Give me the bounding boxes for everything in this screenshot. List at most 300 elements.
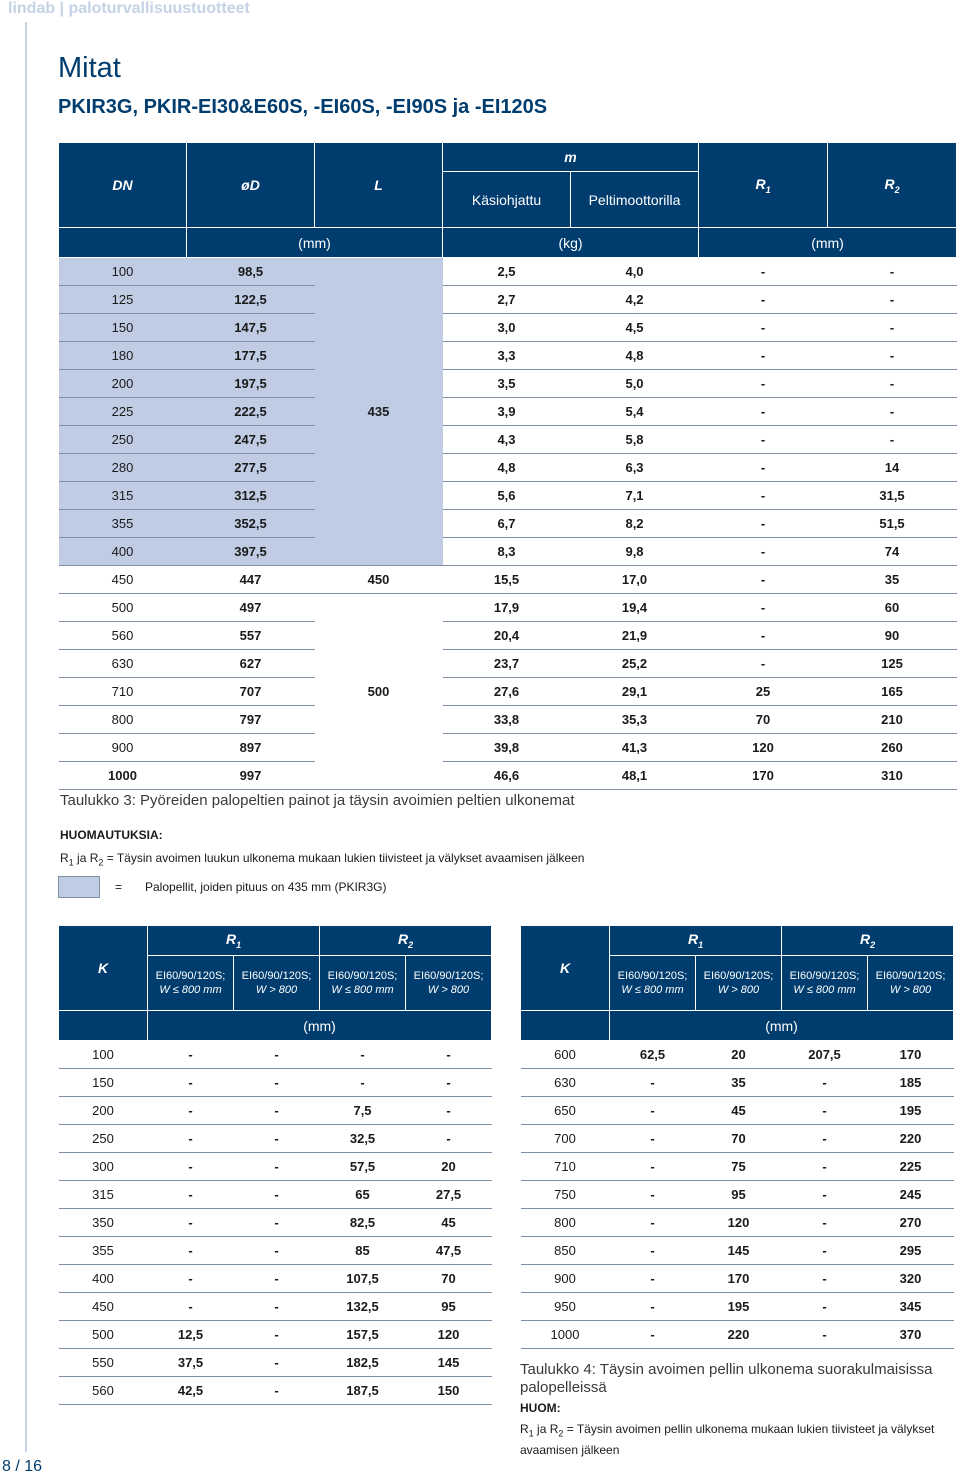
cell-value: -	[782, 1237, 868, 1265]
cell-value: 65	[320, 1181, 406, 1209]
table-row	[59, 1097, 492, 1125]
cell-od: 397,5	[187, 538, 315, 566]
table-row	[59, 1349, 492, 1377]
cell-value: 20,4	[443, 622, 571, 650]
cell-value: 23,7	[443, 650, 571, 678]
cell-value: 120	[696, 1209, 782, 1237]
cell-value: 7,5	[320, 1097, 406, 1125]
cell-value: 19,4	[571, 594, 699, 622]
cell-value: 20	[696, 1041, 782, 1069]
cell-od: 557	[187, 622, 315, 650]
cell-value: 27,5	[406, 1181, 492, 1209]
cell-value: -	[406, 1069, 492, 1097]
table-row	[59, 314, 957, 342]
cell-value: 45	[696, 1097, 782, 1125]
top-bar	[0, 0, 960, 22]
cell-dn: 800	[59, 706, 187, 734]
cell-value: 150	[406, 1377, 492, 1405]
table3-dimensions	[58, 142, 957, 790]
cell-value: 42,5	[148, 1377, 234, 1405]
cell-value: -	[234, 1153, 320, 1181]
cell-od: 897	[187, 734, 315, 762]
cell-value: -	[406, 1041, 492, 1069]
page-title: Mitat	[58, 52, 121, 84]
cell-value: 75	[696, 1153, 782, 1181]
cell-value: 170	[699, 762, 828, 790]
cell-value: -	[699, 426, 828, 454]
cell-value: -	[610, 1181, 696, 1209]
table-row	[59, 1321, 492, 1349]
cell-l: 435	[315, 258, 443, 566]
table-row	[521, 1153, 954, 1181]
cell-dn: 450	[59, 566, 187, 594]
cell-value: 33,8	[443, 706, 571, 734]
cell-value: 4,0	[571, 258, 699, 286]
cell-k: 650	[521, 1097, 610, 1125]
table4-caption: Taulukko 4: Täysin avoimen pellin ulkonema suorakulmaisissa palopelleissä	[520, 1361, 933, 1396]
cell-value: 5,6	[443, 482, 571, 510]
cell-value: 4,2	[571, 286, 699, 314]
cell-value: -	[610, 1237, 696, 1265]
t4l-k-header: K	[59, 926, 148, 1011]
cell-value: 32,5	[320, 1125, 406, 1153]
cell-od: 197,5	[187, 370, 315, 398]
cell-dn: 400	[59, 538, 187, 566]
col-r1-header: $R_1$	[699, 143, 828, 228]
cell-value: -	[234, 1181, 320, 1209]
cell-od: 147,5	[187, 314, 315, 342]
cell-value: 185	[868, 1069, 954, 1097]
cell-k: 450	[59, 1293, 148, 1321]
cell-value: -	[699, 650, 828, 678]
cell-value: 5,4	[571, 398, 699, 426]
cell-value: 245	[868, 1181, 954, 1209]
cell-od: 447	[187, 566, 315, 594]
cell-value: 195	[868, 1097, 954, 1125]
cell-value: 120	[699, 734, 828, 762]
cell-value: 2,5	[443, 258, 571, 286]
cell-dn: 900	[59, 734, 187, 762]
cell-value: 95	[406, 1293, 492, 1321]
table-row	[59, 762, 957, 790]
cell-value: -	[828, 370, 957, 398]
cell-value: 195	[696, 1293, 782, 1321]
cell-k: 710	[521, 1153, 610, 1181]
cell-value: -	[148, 1153, 234, 1181]
cell-value: -	[148, 1237, 234, 1265]
cell-dn: 355	[59, 510, 187, 538]
cell-value: 31,5	[828, 482, 957, 510]
cell-value: 74	[828, 538, 957, 566]
cell-value: -	[234, 1041, 320, 1069]
cell-value: 6,3	[571, 454, 699, 482]
cell-od: 98,5	[187, 258, 315, 286]
t4r-class-le-1: EI60/90/120S; W ≤ 800 mm	[610, 956, 696, 1011]
cell-value: 39,8	[443, 734, 571, 762]
cell-k: 700	[521, 1125, 610, 1153]
cell-k: 550	[59, 1349, 148, 1377]
table-row	[59, 1181, 492, 1209]
table-row	[59, 286, 957, 314]
cell-k: 900	[521, 1265, 610, 1293]
cell-value: -	[234, 1293, 320, 1321]
table-row	[59, 342, 957, 370]
t4l-units-mm: (mm)	[148, 1011, 492, 1041]
cell-value: -	[699, 342, 828, 370]
cell-value: -	[610, 1097, 696, 1125]
table4-note-text: $R_1$ ja $R_2$ = Täysin avoimen pellin ulkonema mukaan lukien tiivisteet ja välykset avaamisen jälkeen	[520, 1422, 935, 1458]
t4l-units-spacer	[59, 1011, 148, 1041]
cell-value: -	[699, 594, 828, 622]
cell-value: -	[234, 1377, 320, 1405]
cell-dn: 710	[59, 678, 187, 706]
cell-od: 312,5	[187, 482, 315, 510]
cell-value: 3,3	[443, 342, 571, 370]
cell-value: 370	[868, 1321, 954, 1349]
table4-note-heading: HUOM:	[520, 1401, 561, 1415]
cell-value: -	[148, 1069, 234, 1097]
cell-value: 12,5	[148, 1321, 234, 1349]
cell-value: -	[148, 1293, 234, 1321]
cell-value: -	[699, 538, 828, 566]
table-row	[59, 1069, 492, 1097]
cell-value: 35,3	[571, 706, 699, 734]
cell-dn: 315	[59, 482, 187, 510]
units-kg: (kg)	[443, 228, 699, 258]
table-row	[521, 1265, 954, 1293]
cell-value: -	[782, 1293, 868, 1321]
t4r-k-header: K	[521, 926, 610, 1011]
cell-value: -	[320, 1069, 406, 1097]
cell-value: -	[406, 1125, 492, 1153]
cell-value: 345	[868, 1293, 954, 1321]
table-row	[59, 650, 957, 678]
cell-value: -	[610, 1209, 696, 1237]
cell-value: 220	[868, 1125, 954, 1153]
cell-value: 107,5	[320, 1265, 406, 1293]
cell-value: 29,1	[571, 678, 699, 706]
cell-value: -	[148, 1097, 234, 1125]
cell-value: 27,6	[443, 678, 571, 706]
cell-k: 600	[521, 1041, 610, 1069]
cell-k: 750	[521, 1181, 610, 1209]
table-row	[59, 1209, 492, 1237]
units-mm: (mm)	[187, 228, 443, 258]
cell-value: 4,8	[571, 342, 699, 370]
table-row	[521, 1069, 954, 1097]
table-row	[59, 706, 957, 734]
t4l-class-le-1: EI60/90/120S; W ≤ 800 mm	[148, 956, 234, 1011]
cell-value: 15,5	[443, 566, 571, 594]
cell-value: 3,9	[443, 398, 571, 426]
cell-k: 560	[59, 1377, 148, 1405]
table-row	[59, 370, 957, 398]
cell-k: 300	[59, 1153, 148, 1181]
cell-value: -	[148, 1265, 234, 1293]
col-od-header: øD	[187, 143, 315, 228]
cell-value: 8,3	[443, 538, 571, 566]
legend-text: Palopellit, joiden pituus on 435 mm (PKIR3G)	[145, 880, 387, 894]
cell-value: 85	[320, 1237, 406, 1265]
cell-value: -	[699, 286, 828, 314]
cell-k: 150	[59, 1069, 148, 1097]
cell-value: 3,5	[443, 370, 571, 398]
cell-value: 120	[406, 1321, 492, 1349]
cell-value: 145	[406, 1349, 492, 1377]
cell-k: 250	[59, 1125, 148, 1153]
table-row	[521, 1293, 954, 1321]
cell-value: 57,5	[320, 1153, 406, 1181]
cell-k: 350	[59, 1209, 148, 1237]
cell-value: 25,2	[571, 650, 699, 678]
col-dn-header: DN	[59, 143, 187, 228]
cell-dn: 180	[59, 342, 187, 370]
table-row	[59, 398, 957, 426]
cell-value: -	[782, 1069, 868, 1097]
cell-k: 500	[59, 1321, 148, 1349]
cell-value: -	[234, 1237, 320, 1265]
table3-caption: Taulukko 3: Pyöreiden palopeltien painot ja täysin avoimien peltien ulkonemat	[60, 792, 575, 809]
cell-k: 630	[521, 1069, 610, 1097]
cell-value: -	[699, 510, 828, 538]
cell-value: -	[148, 1041, 234, 1069]
col-m-motor-header: Peltimoottorilla	[571, 172, 699, 228]
cell-value: 170	[868, 1041, 954, 1069]
t4l-r1-header: $R_1$	[148, 926, 320, 956]
cell-value: -	[699, 370, 828, 398]
notes-heading: HUOMAUTUKSIA:	[60, 828, 163, 842]
table-row	[521, 1237, 954, 1265]
cell-value: 90	[828, 622, 957, 650]
brand-header: lindab | paloturvallisuustuotteet	[8, 0, 250, 17]
table-row	[59, 426, 957, 454]
cell-k: 950	[521, 1293, 610, 1321]
table4-left-body	[59, 1041, 492, 1405]
cell-value: 165	[828, 678, 957, 706]
cell-value: 210	[828, 706, 957, 734]
cell-value: 207,5	[782, 1041, 868, 1069]
table4-left	[58, 925, 492, 1405]
table-row	[59, 1377, 492, 1405]
cell-value: -	[782, 1209, 868, 1237]
cell-od: 177,5	[187, 342, 315, 370]
table-row	[521, 1181, 954, 1209]
cell-value: 25	[699, 678, 828, 706]
t4l-class-gt-2: EI60/90/120S; W > 800	[406, 956, 492, 1011]
cell-value: 225	[868, 1153, 954, 1181]
cell-value: 8,2	[571, 510, 699, 538]
t4r-class-le-2: EI60/90/120S; W ≤ 800 mm	[782, 956, 868, 1011]
cell-k: 315	[59, 1181, 148, 1209]
cell-od: 122,5	[187, 286, 315, 314]
cell-value: -	[828, 314, 957, 342]
cell-value: -	[610, 1265, 696, 1293]
cell-dn: 500	[59, 594, 187, 622]
table-row	[59, 454, 957, 482]
col-r2-header: $R_2$	[828, 143, 957, 228]
cell-value: -	[828, 426, 957, 454]
cell-value: 187,5	[320, 1377, 406, 1405]
cell-value: -	[828, 286, 957, 314]
cell-value: 145	[696, 1237, 782, 1265]
cell-value: 5,0	[571, 370, 699, 398]
cell-value: 5,8	[571, 426, 699, 454]
cell-value: 46,6	[443, 762, 571, 790]
table3-body	[59, 258, 957, 790]
table-row	[521, 1209, 954, 1237]
cell-od: 707	[187, 678, 315, 706]
cell-value: 45	[406, 1209, 492, 1237]
cell-value: -	[320, 1041, 406, 1069]
cell-value: 2,7	[443, 286, 571, 314]
cell-value: -	[699, 454, 828, 482]
cell-dn: 225	[59, 398, 187, 426]
cell-k: 800	[521, 1209, 610, 1237]
side-rule	[25, 22, 27, 1452]
page-subtitle: PKIR3G, PKIR-EI30&E60S, -EI60S, -EI90S ja -EI120S	[58, 96, 548, 118]
table-row	[521, 1125, 954, 1153]
cell-value: -	[782, 1321, 868, 1349]
cell-value: 35	[696, 1069, 782, 1097]
table-row	[59, 482, 957, 510]
table-row	[59, 594, 957, 622]
cell-value: -	[234, 1209, 320, 1237]
cell-od: 352,5	[187, 510, 315, 538]
cell-dn: 560	[59, 622, 187, 650]
cell-value: 4,3	[443, 426, 571, 454]
cell-value: 20	[406, 1153, 492, 1181]
cell-value: 82,5	[320, 1209, 406, 1237]
cell-value: -	[828, 398, 957, 426]
cell-value: -	[699, 482, 828, 510]
cell-value: -	[610, 1321, 696, 1349]
table-row	[59, 1265, 492, 1293]
cell-value: -	[234, 1097, 320, 1125]
cell-value: 14	[828, 454, 957, 482]
table-row	[59, 1153, 492, 1181]
t4r-class-gt-1: EI60/90/120S; W > 800	[696, 956, 782, 1011]
table-row	[59, 510, 957, 538]
table-row	[59, 678, 957, 706]
cell-value: 310	[828, 762, 957, 790]
cell-value: -	[828, 342, 957, 370]
table-row	[59, 622, 957, 650]
cell-value: 220	[696, 1321, 782, 1349]
t4r-class-gt-2: EI60/90/120S; W > 800	[868, 956, 954, 1011]
cell-value: 70	[696, 1125, 782, 1153]
cell-value: 37,5	[148, 1349, 234, 1377]
cell-value: -	[234, 1321, 320, 1349]
cell-value: 4,8	[443, 454, 571, 482]
cell-value: -	[782, 1153, 868, 1181]
cell-od: 247,5	[187, 426, 315, 454]
cell-value: 17,9	[443, 594, 571, 622]
cell-value: 260	[828, 734, 957, 762]
cell-value: -	[234, 1265, 320, 1293]
cell-value: 70	[406, 1265, 492, 1293]
col-m-manual-header: Käsiohjattu	[443, 172, 571, 228]
cell-value: 60	[828, 594, 957, 622]
cell-value: 4,5	[571, 314, 699, 342]
cell-value: 35	[828, 566, 957, 594]
table-row	[59, 258, 957, 286]
cell-value: -	[610, 1293, 696, 1321]
cell-value: 157,5	[320, 1321, 406, 1349]
units-spacer	[59, 228, 187, 258]
cell-value: 3,0	[443, 314, 571, 342]
units-mm-r: (mm)	[699, 228, 957, 258]
t4l-class-le-2: EI60/90/120S; W ≤ 800 mm	[320, 956, 406, 1011]
cell-dn: 150	[59, 314, 187, 342]
cell-value: 7,1	[571, 482, 699, 510]
cell-value: -	[148, 1125, 234, 1153]
cell-value: 295	[868, 1237, 954, 1265]
cell-value: 6,7	[443, 510, 571, 538]
cell-value: 9,8	[571, 538, 699, 566]
cell-value: 132,5	[320, 1293, 406, 1321]
cell-dn: 100	[59, 258, 187, 286]
cell-od: 497	[187, 594, 315, 622]
cell-value: -	[699, 258, 828, 286]
notes-text: $R_1$ ja $R_2$ = Täysin avoimen luukun ulkonema mukaan lukien tiivisteet ja välykset avaamisen jälkeen	[60, 851, 585, 868]
legend-swatch	[58, 876, 100, 898]
cell-value: -	[782, 1265, 868, 1293]
cell-l: 450	[315, 566, 443, 594]
table-row	[59, 538, 957, 566]
cell-value: -	[699, 314, 828, 342]
page-number: 8 / 16	[2, 1458, 43, 1475]
cell-k: 355	[59, 1237, 148, 1265]
cell-value: 182,5	[320, 1349, 406, 1377]
cell-k: 400	[59, 1265, 148, 1293]
cell-l: 500	[315, 594, 443, 790]
cell-od: 797	[187, 706, 315, 734]
cell-value: 51,5	[828, 510, 957, 538]
cell-value: 21,9	[571, 622, 699, 650]
cell-value: -	[782, 1181, 868, 1209]
cell-k: 850	[521, 1237, 610, 1265]
cell-value: 48,1	[571, 762, 699, 790]
cell-od: 627	[187, 650, 315, 678]
col-m-header: m	[443, 143, 699, 172]
cell-dn: 280	[59, 454, 187, 482]
cell-value: -	[782, 1125, 868, 1153]
cell-value: 41,3	[571, 734, 699, 762]
cell-dn: 1000	[59, 762, 187, 790]
cell-value: 125	[828, 650, 957, 678]
cell-k: 200	[59, 1097, 148, 1125]
cell-value: -	[148, 1181, 234, 1209]
table-row	[59, 566, 957, 594]
table-row	[521, 1321, 954, 1349]
cell-dn: 630	[59, 650, 187, 678]
t4r-units-spacer	[521, 1011, 610, 1041]
cell-value: -	[699, 566, 828, 594]
cell-value: 95	[696, 1181, 782, 1209]
table-row	[521, 1097, 954, 1125]
cell-value: -	[610, 1153, 696, 1181]
table-row	[59, 1125, 492, 1153]
cell-dn: 200	[59, 370, 187, 398]
t4r-units-mm: (mm)	[610, 1011, 954, 1041]
t4l-class-gt-1: EI60/90/120S; W > 800	[234, 956, 320, 1011]
table-row	[59, 1041, 492, 1069]
cell-value: 270	[868, 1209, 954, 1237]
cell-value: -	[610, 1125, 696, 1153]
cell-od: 997	[187, 762, 315, 790]
cell-k: 100	[59, 1041, 148, 1069]
cell-od: 277,5	[187, 454, 315, 482]
